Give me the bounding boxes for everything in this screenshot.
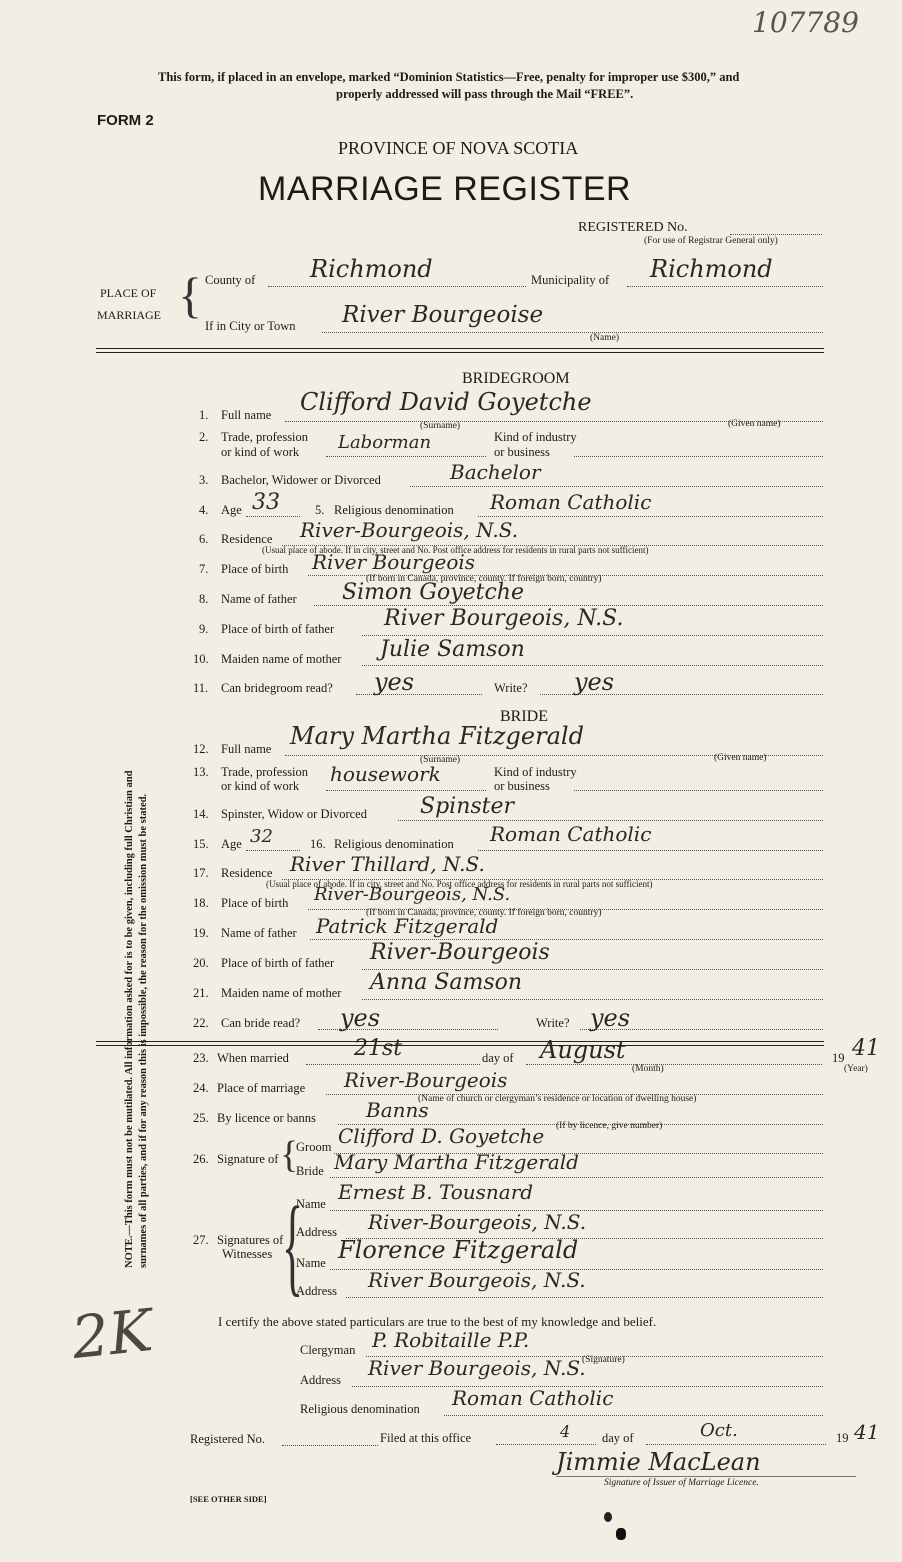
clergyman-signature-caption: (Signature)	[582, 1355, 625, 1365]
bride-status: Spinster	[420, 794, 515, 819]
line-number: 15.	[193, 837, 209, 851]
clergyman-label: Clergyman	[300, 1343, 356, 1357]
line-number: 1.	[199, 408, 209, 422]
clergyman-address: River Bourgeois, N.S.	[368, 1356, 586, 1380]
place-of-marriage-caption: (Name of church or clergyman’s residence or location of dwelling house)	[418, 1094, 697, 1104]
place-of-marriage: River-Bourgeois	[344, 1068, 508, 1092]
city-name-caption: (Name)	[590, 333, 620, 343]
line-number: 3.	[199, 473, 209, 487]
groom-residence-label: Residence	[221, 532, 273, 546]
licence-caption: (If by licence, give number)	[556, 1121, 663, 1131]
bride-birthplace-caption: (If born in Canada, province, county. If foreign born, country)	[366, 908, 602, 918]
registered-label: Registered No.	[190, 1432, 265, 1446]
groom-religion: Roman Catholic	[490, 490, 652, 514]
bride-full-name: Mary Martha Fitzgerald	[290, 722, 584, 750]
line-number: 25.	[193, 1111, 209, 1125]
line-number: 27.	[193, 1233, 209, 1247]
ink-mark	[604, 1512, 612, 1522]
bride-full-name-label: Full name	[221, 742, 272, 756]
groom-trade-label-2: or kind of work	[221, 445, 300, 459]
groom-status: Bachelor	[450, 460, 541, 484]
bride-residence: River Thillard, N.S.	[290, 852, 485, 876]
bride-residence-label: Residence	[221, 866, 273, 880]
groom-industry-label-2: or business	[494, 445, 550, 459]
marriage-year-caption: (Year)	[844, 1064, 868, 1074]
county-label: County of	[205, 273, 256, 287]
line-number: 11.	[193, 681, 209, 695]
bride-read-label: Can bride read?	[221, 1016, 301, 1030]
form-number: FORM 2	[97, 112, 154, 129]
groom-given-caption: (Given name)	[728, 419, 781, 429]
bride-sign-label: Bride	[296, 1164, 324, 1178]
marriage-month-caption: (Month)	[632, 1064, 664, 1074]
line-number: 22.	[193, 1016, 209, 1030]
line-number: 24.	[193, 1081, 209, 1095]
groom-read: yes	[374, 668, 415, 696]
witness2-address-label: Address	[296, 1284, 337, 1298]
bride-heading: BRIDE	[500, 708, 548, 725]
groom-write-label: Write?	[494, 681, 528, 695]
place-of-marriage-label: Place of marriage	[217, 1081, 306, 1095]
marriage-month: August	[540, 1036, 626, 1064]
registered-no-label: REGISTERED No.	[578, 220, 688, 235]
clergyman-signature: P. Robitaille P.P.	[372, 1328, 530, 1352]
groom-father-label: Name of father	[221, 592, 297, 606]
bride-trade-label-2: or kind of work	[221, 779, 300, 793]
line-number: 12.	[193, 742, 209, 756]
marriage-day-of-label: day of	[482, 1051, 514, 1065]
province-title: PROVINCE OF NOVA SCOTIA	[338, 138, 579, 158]
bride-surname-caption: (Surname)	[420, 755, 461, 765]
bride-write-label: Write?	[536, 1016, 570, 1030]
groom-age-label: Age	[221, 503, 242, 517]
page-title: MARRIAGE REGISTER	[258, 170, 632, 208]
certification-statement: I certify the above stated particulars are true to the best of my knowledge and belief.	[218, 1314, 657, 1329]
line-number: 6.	[199, 532, 209, 546]
clergyman-religion: Roman Catholic	[452, 1386, 614, 1410]
place-section-label-2: MARRIAGE	[97, 308, 162, 322]
line-number: 16.	[310, 837, 326, 851]
line-number: 19.	[193, 926, 209, 940]
registrar-note: (For use of Registrar General only)	[644, 236, 778, 246]
groom-birthplace-label: Place of birth	[221, 562, 289, 576]
witness1-name-label: Name	[296, 1197, 326, 1211]
licence-label: By licence or banns	[217, 1111, 316, 1125]
line-number: 10.	[193, 652, 209, 666]
issuer-signature: Jimmie MacLean	[556, 1448, 761, 1476]
groom-write: yes	[574, 668, 615, 696]
witness1-name: Ernest B. Tousnard	[338, 1180, 534, 1204]
stamp-number: 107789	[752, 6, 859, 39]
groom-age: 33	[252, 490, 280, 515]
municipality-label: Municipality of	[531, 273, 610, 287]
side-note-line2: surnames of all parties, and if for any reason this is impossible, the reason for the omission must be stated.	[138, 793, 149, 1268]
groom-trade: Laborman	[338, 432, 432, 453]
bride-signature: Mary Martha Fitzgerald	[334, 1150, 579, 1174]
groom-sign-label: Groom	[296, 1140, 332, 1154]
groom-birthplace-caption: (If born in Canada, province, county. If foreign born, country)	[366, 574, 602, 584]
bride-religion-label: Religious denomination	[334, 837, 454, 851]
witness1-address: River-Bourgeois, N.S.	[368, 1210, 587, 1234]
bride-age: 32	[250, 826, 273, 847]
filed-day: 4	[560, 1422, 571, 1441]
line-number: 5.	[315, 503, 325, 517]
licence-value: Banns	[366, 1098, 429, 1122]
witness1-address-label: Address	[296, 1225, 337, 1239]
bride-father-birth: River-Bourgeois	[370, 940, 550, 965]
groom-full-name-label: Full name	[221, 408, 272, 422]
bride-industry-label-2: or business	[494, 779, 550, 793]
city-value: River Bourgeoise	[342, 302, 544, 328]
groom-read-label: Can bridegroom read?	[221, 681, 333, 695]
clergyman-religion-label: Religious denomination	[300, 1402, 420, 1416]
groom-mother: Julie Samson	[380, 637, 525, 662]
filed-day-of-label: day of	[602, 1431, 634, 1445]
city-label: If in City or Town	[205, 319, 296, 333]
see-other-side: [SEE OTHER SIDE]	[190, 1494, 267, 1504]
marriage-year-prefix: 19	[832, 1051, 845, 1065]
when-married-label: When married	[217, 1051, 289, 1065]
bride-father-label: Name of father	[221, 926, 297, 940]
groom-signature: Clifford D. Goyetche	[338, 1124, 545, 1148]
groom-residence: River-Bourgeois, N.S.	[300, 518, 519, 542]
filed-month: Oct.	[700, 1420, 738, 1441]
witnesses-brace: {	[282, 1184, 304, 1306]
bride-birthplace-label: Place of birth	[221, 896, 289, 910]
filed-label: Filed at this office	[380, 1431, 472, 1445]
witness2-name-label: Name	[296, 1256, 326, 1270]
line-number: 13.	[193, 765, 209, 779]
signature-brace: {	[280, 1134, 299, 1176]
bride-father-birth-label: Place of birth of father	[221, 956, 335, 970]
groom-father: Simon Goyetche	[342, 580, 524, 605]
margin-pencil-mark: 2K	[68, 1295, 156, 1373]
bride-residence-caption: (Usual place of abode. If in city, street and No. Post office address for residents in rural parts not sufficient)	[266, 879, 653, 889]
bridegroom-heading: BRIDEGROOM	[462, 370, 570, 387]
line-number: 4.	[199, 503, 209, 517]
bride-father: Patrick Fitzgerald	[316, 914, 499, 938]
postal-notice-line2: properly addressed will pass through the Mail “FREE”.	[336, 87, 634, 101]
witness2-address: River Bourgeois, N.S.	[368, 1268, 586, 1292]
issuer-caption: Signature of Issuer of Marriage Licence.	[604, 1478, 759, 1488]
witness2-name: Florence Fitzgerald	[338, 1236, 579, 1264]
county-value: Richmond	[310, 255, 433, 283]
groom-full-name: Clifford David Goyetche	[300, 388, 592, 416]
line-number: 7.	[199, 562, 209, 576]
side-note-line1: NOTE.—This form must not be mutilated. All information asked for is to be given, including full Christian and	[124, 770, 135, 1268]
clergyman-address-label: Address	[300, 1373, 341, 1387]
groom-father-birth: River Bourgeois, N.S.	[384, 606, 624, 631]
line-number: 20.	[193, 956, 209, 970]
filed-year-prefix: 19	[836, 1431, 849, 1445]
signature-of-label: Signature of	[217, 1152, 279, 1166]
groom-surname-caption: (Surname)	[420, 421, 461, 431]
witnesses-label-1: Signatures of	[217, 1233, 284, 1247]
place-brace: {	[178, 267, 202, 323]
groom-residence-caption: (Usual place of abode. If in city, street and No. Post office address for residents in rural parts not sufficient)	[262, 545, 649, 555]
bride-given-caption: (Given name)	[714, 753, 767, 763]
line-number: 21.	[193, 986, 209, 1000]
bride-trade-label-1: Trade, profession	[221, 765, 309, 779]
marriage-year: 41	[852, 1036, 880, 1061]
line-number: 2.	[199, 430, 209, 444]
bride-trade: housework	[330, 762, 441, 786]
bride-write: yes	[590, 1004, 631, 1032]
place-section-label-1: PLACE OF	[100, 286, 157, 300]
line-number: 9.	[199, 622, 209, 636]
marriage-day: 21st	[354, 1036, 403, 1061]
bride-age-label: Age	[221, 837, 242, 851]
groom-birthplace: River Bourgeois	[312, 550, 476, 574]
line-number: 26.	[193, 1152, 209, 1166]
bride-read: yes	[340, 1004, 381, 1032]
line-number: 23.	[193, 1051, 209, 1065]
groom-industry-label-1: Kind of industry	[494, 430, 577, 444]
line-number: 18.	[193, 896, 209, 910]
bride-religion: Roman Catholic	[490, 822, 652, 846]
witnesses-label-2: Witnesses	[222, 1247, 273, 1261]
bride-birthplace: River-Bourgeois, N.S.	[314, 884, 511, 905]
filed-year: 41	[854, 1420, 880, 1444]
line-number: 14.	[193, 807, 209, 821]
line-number: 8.	[199, 592, 209, 606]
groom-father-birth-label: Place of birth of father	[221, 622, 335, 636]
groom-status-label: Bachelor, Widower or Divorced	[221, 473, 381, 487]
postal-notice-line1: This form, if placed in an envelope, marked “Dominion Statistics—Free, penalty for improper use $300,” and	[158, 70, 740, 84]
groom-mother-label: Maiden name of mother	[221, 652, 342, 666]
bride-mother-label: Maiden name of mother	[221, 986, 342, 1000]
ink-mark	[616, 1528, 626, 1540]
bride-status-label: Spinster, Widow or Divorced	[221, 807, 367, 821]
bride-industry-label-1: Kind of industry	[494, 765, 577, 779]
groom-religion-label: Religious denomination	[334, 503, 454, 517]
groom-trade-label-1: Trade, profession	[221, 430, 309, 444]
municipality-value: Richmond	[650, 255, 773, 283]
line-number: 17.	[193, 866, 209, 880]
bride-mother: Anna Samson	[370, 970, 523, 995]
